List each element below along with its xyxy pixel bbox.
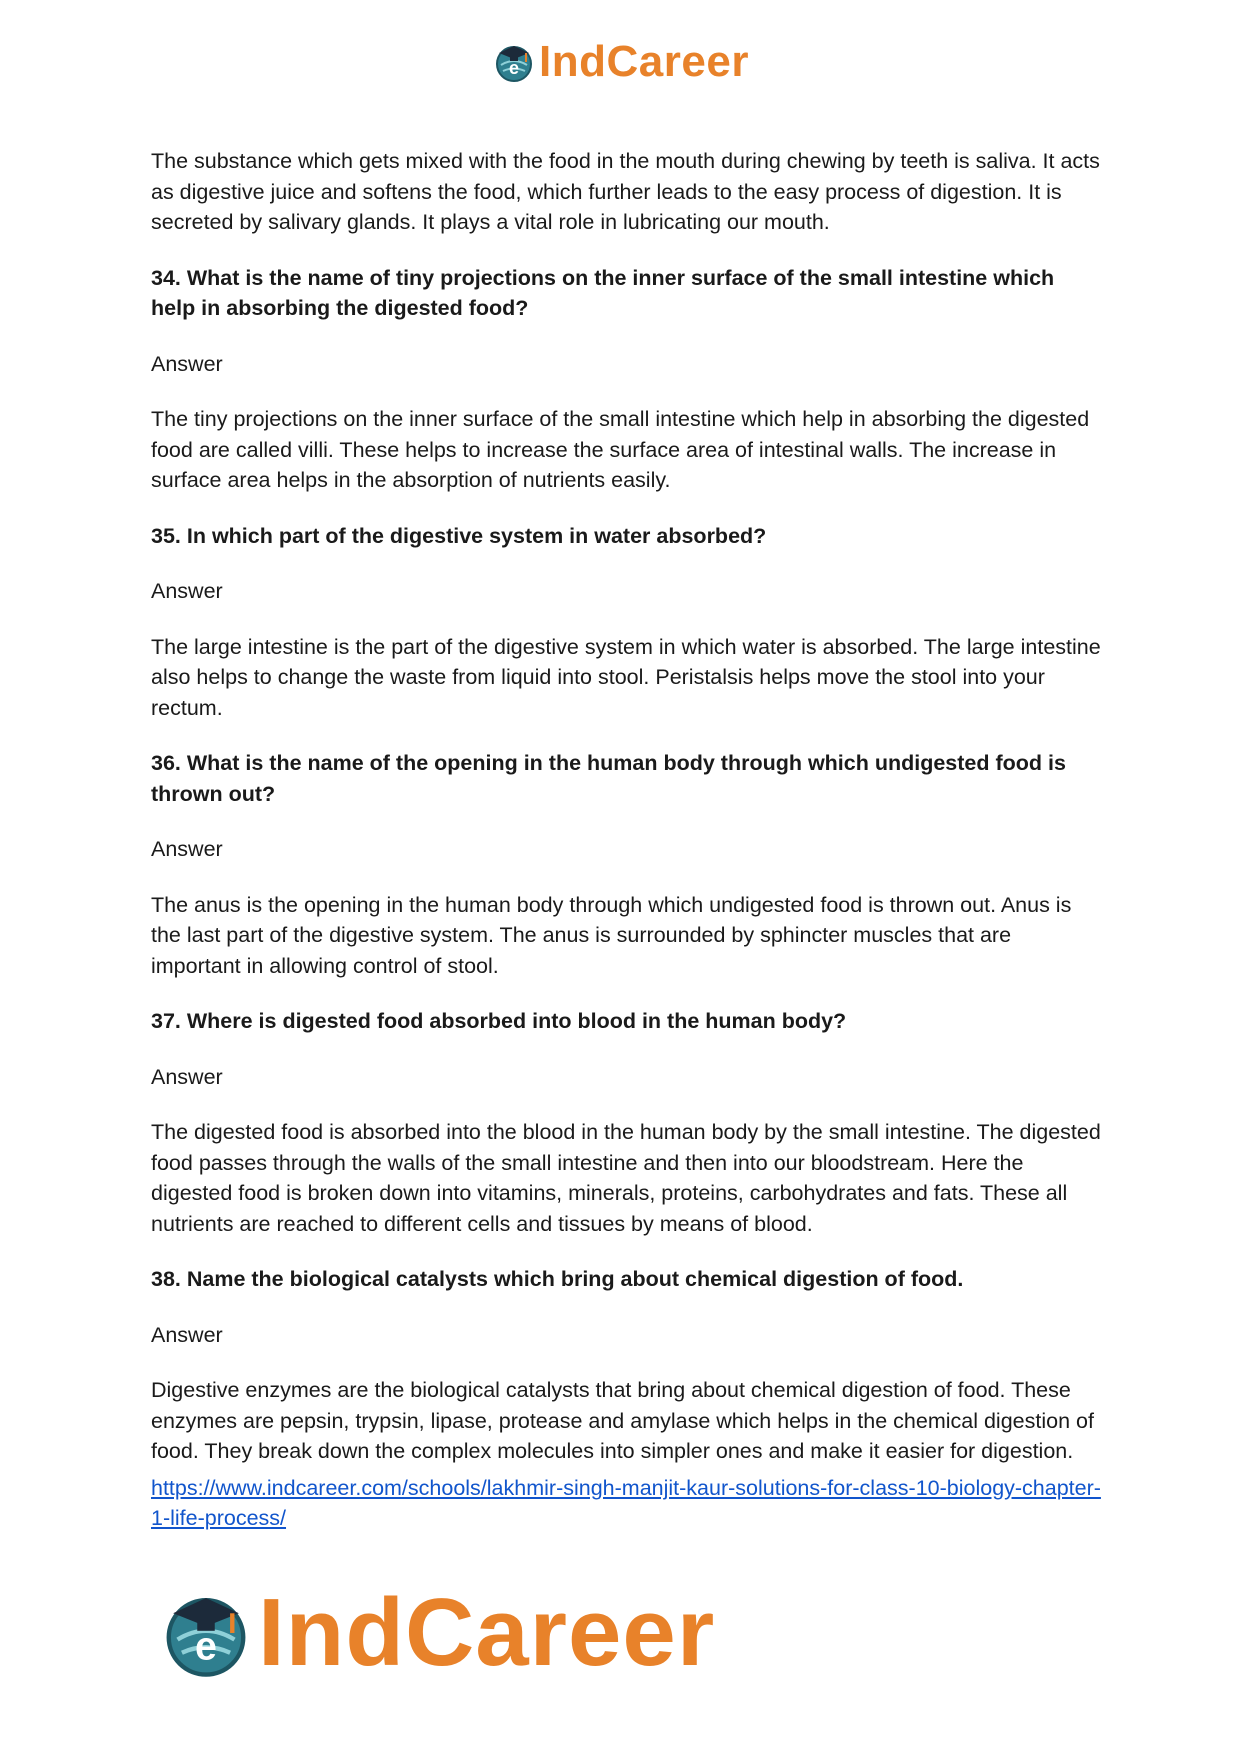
question-heading: 34. What is the name of tiny projections on the inner surface of the small intestine which help in absorbing the digested food? [151,265,1055,320]
paragraph: The digested food is absorbed into the blood in the human body by the small intestine. The digested food passes through the walls of the small intestine and then into our bloodstream. Here the digested food is broken down into vitamins, minerals, proteins, carbohydrates and fats. These all nutrients are reached to different cells and tissues by means of blood. [151,1120,1101,1236]
answer-label: Answer [151,1322,223,1347]
footer-logo [160,1579,716,1686]
question-heading: 37. Where is digested food absorbed into blood in the human body? [151,1009,847,1033]
answer-label: Answer [151,837,223,861]
source-link[interactable]: https://www.indcareer.com/schools/lakhmir-singh-manjit-kaur-solutions-for-class-10-biology-chapter-1-life-process/ [151,1475,1101,1530]
answer-label: Answer [151,1064,223,1089]
graduation-globe-icon [160,1587,252,1679]
question-heading: 35. In which part of the digestive system in water absorbed? [151,523,767,548]
question-heading: 36. What is the name of the opening in the human body through which undigested food is thrown out? [151,751,1066,806]
header-logo [0,37,1242,86]
paragraph: The substance which gets mixed with the food in the mouth during chewing by teeth is saliva. It acts as digestive juice and softens the food, which further leads to the easy process of digestion. It is secreted by salivary glands. It plays a vital role in lubricating our mouth. [151,149,1100,234]
footer-brand-name: IndCareer [258,1579,716,1686]
paragraph: The tiny projections on the inner surface of the small intestine which help in absorbing the digested food are called villi. These helps to increase the surface area of intestinal walls. The increase in surface area helps in the absorption of nutrients easily. [151,407,1090,492]
answer-label: Answer [151,579,223,603]
svg-text:e: e [195,1624,217,1669]
graduation-globe-icon [493,41,535,83]
question-heading: 38. Name the biological catalysts which bring about chemical digestion of food. [151,1267,964,1291]
document-body [151,146,1101,1534]
paragraph: The large intestine is the part of the digestive system in which water is absorbed. The large intestine also helps to change the waste from liquid into stool. Peristalsis helps move the stool into your rectum. [151,634,1101,720]
svg-text:e: e [509,58,520,78]
paragraph: Digestive enzymes are the biological catalysts that bring about chemical digestion of food. These enzymes are pepsin, trypsin, lipase, protease and amylase which helps in the chemical digestion of food. They break down the complex molecules into simpler ones and make it easier for digestion. [151,1378,1094,1463]
answer-label: Answer [151,351,223,376]
header-brand-name: IndCareer [539,37,749,86]
paragraph: The anus is the opening in the human body through which undigested food is thrown out. Anus is the last part of the digestive system. The anus is surrounded by sphincter muscles that are important in allowing control of stool. [151,892,1072,978]
